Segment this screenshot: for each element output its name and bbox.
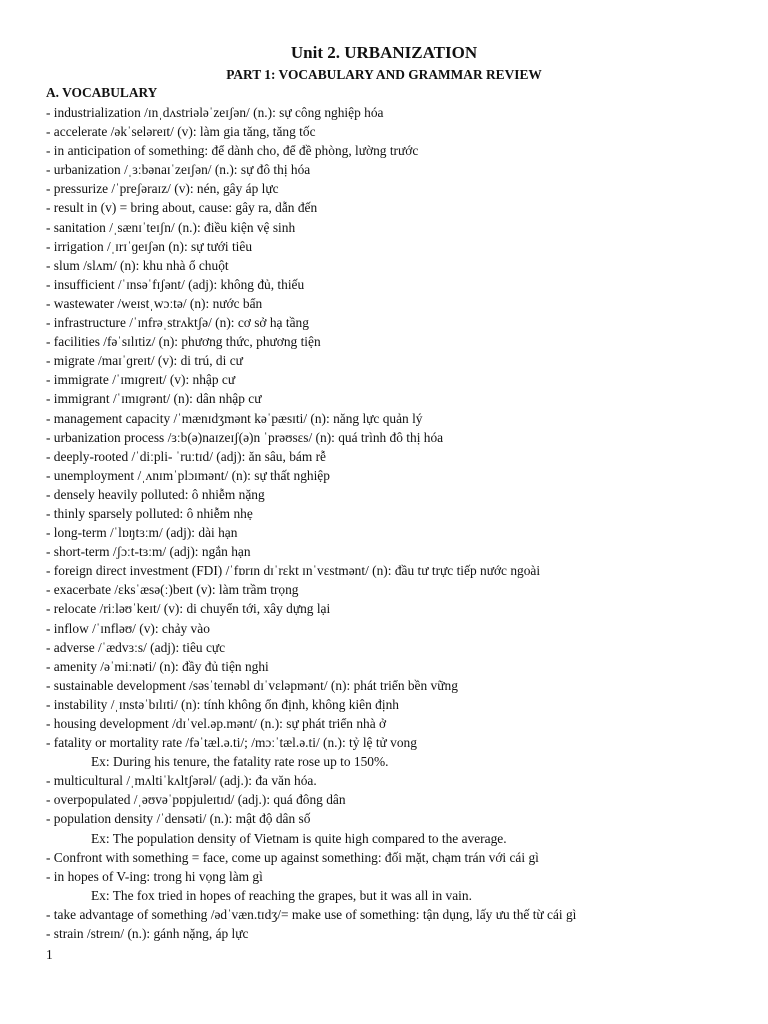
vocabulary-item: - wastewater /weɪstˌwɔːtə/ (n): nước bẩn (46, 295, 263, 311)
vocabulary-item: - inflow /ˈɪnfləʊ/ (v): chảy vào (46, 620, 210, 636)
vocabulary-item: - housing development /dɪˈvel.əp.mənt/ (n.): sự phát triển nhà ở (46, 716, 387, 731)
vocabulary-item: - short-term /ʃɔːt-tɜːm/ (adj): ngắn hạn (46, 544, 251, 560)
vocabulary-item: - exacerbate /ɛksˈæsə(ː)beɪt (v): làm trầm trọng (46, 582, 299, 598)
vocabulary-list (46, 103, 746, 943)
vocabulary-item: - long-term /ˈlɒŋtɜːm/ (adj): dài hạn (46, 525, 238, 541)
vocabulary-item: - fatality or mortality rate /fəˈtæl.ə.ti/; /mɔːˈtæl.ə.ti/ (n.): tỷ lệ tử vong (46, 735, 417, 751)
vocabulary-item: - result in (v) = bring about, cause: gây ra, dẫn đến (46, 200, 318, 216)
vocabulary-item: - migrate /maɪˈɡreɪt/ (v): di trú, di cư (46, 353, 243, 369)
vocabulary-item: - take advantage of something /ədˈvæn.tɪdʒ/= make use of something: tận dụng, lấy ưu thế từ cái gì (46, 906, 577, 922)
vocabulary-item: - immigrant /ˈɪmɪɡrənt/ (n): dân nhập cư (46, 391, 262, 407)
vocabulary-item: - infrastructure /ˈɪnfrəˌstrʌktʃə/ (n): cơ sở hạ tầng (46, 315, 309, 331)
vocabulary-item: - amenity /əˈmiːnəti/ (n): đầy đủ tiện nghi (46, 658, 269, 674)
vocabulary-item: - overpopulated /ˌəʊvəˈpɒpjuleɪtɪd/ (adj.): quá đông dân (46, 792, 346, 808)
vocabulary-item: - strain /streɪn/ (n.): gánh nặng, áp lực (46, 926, 249, 942)
vocabulary-item: - in hopes of V-ing: trong hi vọng làm gì (46, 868, 263, 884)
vocabulary-item: - multicultural /ˌmʌltiˈkʌltʃərəl/ (adj.): đa văn hóa. (46, 773, 317, 789)
vocabulary-item: - relocate /riːləʊˈkeɪt/ (v): di chuyển tới, xây dựng lại (46, 601, 331, 617)
vocabulary-item: - in anticipation of something: để dành cho, để đề phòng, lường trước (46, 143, 419, 159)
vocabulary-item: - sustainable development /səsˈteɪnəbl dɪˈvɛləpmənt/ (n): phát triển bền vững (46, 677, 458, 693)
vocabulary-item: - Confront with something = face, come up against something: đối mặt, chạm trán với cái gì (46, 849, 539, 865)
vocabulary-item: - urbanization process /ɜːb(ə)naɪzeɪʃ(ə)n ˈprəʊsɛs/ (n): quá trình đô thị hóa (46, 429, 444, 445)
example-sentence: Ex: The fox tried in hopes of reaching the grapes, but it was all in vain. (91, 887, 472, 903)
vocabulary-item: - instability /ˌɪnstəˈbɪlɪti/ (n): tính không ổn định, không kiên định (46, 696, 399, 712)
vocabulary-item: - irrigation /ˌɪrɪˈɡeɪʃən (n): sự tưới tiêu (46, 238, 253, 254)
vocabulary-item: - immigrate /ˈɪmɪɡreɪt/ (v): nhập cư (46, 372, 236, 388)
document-title: Unit 2. URBANIZATION (290, 43, 478, 62)
example-sentence: Ex: During his tenure, the fatality rate rose up to 150%. (91, 754, 389, 770)
vocabulary-item: - insufficient /ˈɪnsəˈfɪʃənt/ (adj): không đủ, thiếu (46, 276, 305, 292)
document-subtitle: PART 1: VOCABULARY AND GRAMMAR REVIEW (226, 67, 542, 82)
vocabulary-item: - population density /ˈdensəti/ (n.): mật độ dân số (46, 811, 311, 827)
vocabulary-item: - densely heavily polluted: ô nhiễm nặng (46, 486, 265, 502)
vocabulary-item: - unemployment /ˌʌnɪmˈplɔɪmənt/ (n): sự thất nghiệp (46, 467, 330, 483)
section-heading: A. VOCABULARY (46, 85, 158, 100)
vocabulary-item: - accelerate /əkˈseləreɪt/ (v): làm gia tăng, tăng tốc (46, 124, 316, 140)
vocabulary-item: - industrialization /ɪnˌdʌstriələˈzeɪʃən/ (n.): sự công nghiệp hóa (46, 105, 384, 120)
vocabulary-item: - deeply-rooted /ˈdiːpli- ˈruːtɪd/ (adj): ăn sâu, bám rễ (46, 448, 326, 464)
vocabulary-item: - thinly sparsely polluted: ô nhiễm nhẹ (46, 505, 253, 521)
vocabulary-item: - management capacity /ˈmænɪdʒmənt kəˈpæsɪti/ (n): năng lực quản lý (46, 410, 423, 426)
page-number: 1 (46, 947, 53, 962)
vocabulary-item: - pressurize /ˈpreʃəraɪz/ (v): nén, gây áp lực (46, 181, 279, 197)
vocabulary-item: - urbanization /ˌɜːbənaɪˈzeɪʃən/ (n.): sự đô thị hóa (46, 162, 311, 178)
vocabulary-item: - slum /slʌm/ (n): khu nhà ổ chuột (46, 257, 229, 273)
vocabulary-item: - adverse /ˈædvɜːs/ (adj): tiêu cực (46, 639, 226, 655)
vocabulary-item: - facilities /fəˈsɪlɪtiz/ (n): phương thức, phương tiện (46, 334, 321, 350)
vocabulary-item: - foreign direct investment (FDI) /ˈfɒrɪn dɪˈrɛkt ɪnˈvɛstmənt/ (n): đầu tư trực tiếp nước ngoài (46, 563, 541, 579)
vocabulary-item: - sanitation /ˌsænɪˈteɪʃn/ (n.): điều kiện vệ sinh (46, 219, 296, 235)
example-sentence: Ex: The population density of Vietnam is quite high compared to the average. (91, 830, 507, 846)
